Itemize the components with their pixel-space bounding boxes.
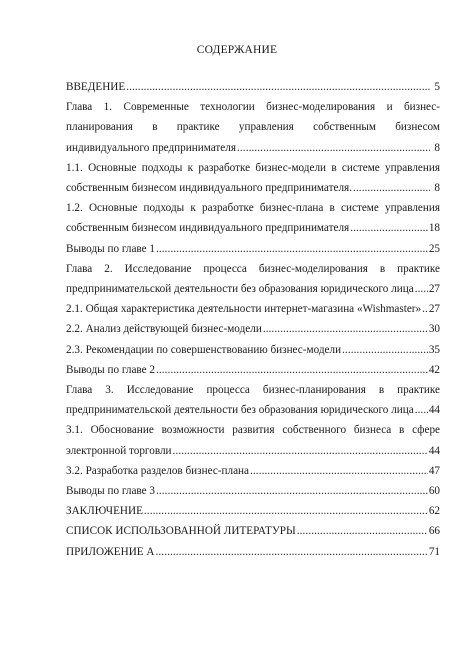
page-number: 42	[428, 363, 440, 376]
toc-entry-last-line	[66, 239, 440, 259]
toc-entry-last-line	[66, 178, 440, 198]
dot-leader	[173, 441, 428, 461]
toc-entry-last-line	[66, 218, 440, 238]
page-number: 8	[434, 141, 440, 154]
dot-leader	[156, 481, 428, 501]
table-of-contents	[66, 77, 440, 562]
toc-entry-last-line	[66, 319, 440, 339]
page-title: СОДЕРЖАНИЕ	[196, 44, 278, 56]
page-number: 60	[428, 485, 440, 498]
dot-leader	[415, 279, 428, 299]
toc-entry-title: 2.2. Анализ действующей бизнес-модели	[66, 323, 262, 336]
toc-entry	[66, 481, 440, 501]
toc-entry-title: ПРИЛОЖЕНИЕ А	[66, 545, 155, 558]
dot-leader	[422, 299, 428, 319]
toc-entry-title: собственным бизнесом индивидуального предпринимателя	[66, 222, 350, 235]
toc-entry-title: Выводы по главе 2	[66, 363, 155, 376]
toc-entry	[66, 299, 440, 319]
toc-entry	[66, 542, 440, 562]
page-number: 30	[428, 323, 440, 336]
page-number: 44	[428, 404, 440, 417]
toc-entry-title: СПИСОК ИСПОЛЬЗОВАННОЙ ЛИТЕРАТУРЫ	[66, 525, 296, 538]
toc-entry-line: 1.2. Основные подходы к разработке бизнес-плана в системе управления	[66, 202, 440, 215]
page-number: 71	[428, 545, 440, 558]
toc-entry	[66, 319, 440, 339]
toc-entry-title: ВВЕДЕНИЕ	[66, 81, 126, 93]
page-number: 62	[428, 505, 440, 518]
toc-entry-last-line	[66, 77, 440, 97]
toc-entry-last-line	[66, 461, 440, 481]
dot-leader	[156, 542, 428, 562]
toc-entry-line: Глава 3. Исследование процесса бизнес-планирования в практике	[66, 384, 440, 397]
toc-entry-line: Глава 2. Исследование процесса бизнес-моделирования в практике	[66, 262, 440, 275]
page-number: 18	[428, 222, 440, 235]
page-number: 25	[428, 242, 440, 255]
page-number: 66	[428, 525, 440, 538]
toc-entry-title: 2.1. Общая характеристика деятельности интернет-магазина «Wishmaster»	[66, 303, 422, 316]
toc-entry	[66, 521, 440, 541]
page-number: 27	[428, 303, 440, 316]
dot-leader	[250, 461, 428, 481]
toc-entry-last-line	[66, 360, 440, 380]
toc-entry-title: 2.3. Рекомендации по совершенствованию бизнес-модели	[66, 343, 342, 356]
toc-entry	[66, 158, 440, 198]
dot-leader	[353, 178, 430, 198]
page-number: 8	[434, 182, 440, 195]
toc-entry-last-line	[66, 441, 440, 461]
dot-leader	[350, 218, 428, 238]
dot-leader	[297, 521, 428, 541]
toc-entry	[66, 340, 440, 360]
toc-entry-title: собственным бизнесом индивидуального предпринимателя.	[66, 182, 352, 195]
toc-entry-last-line	[66, 542, 440, 562]
toc-entry-last-line	[66, 400, 440, 420]
toc-entry-title: электронной торговли	[66, 444, 172, 457]
toc-entry	[66, 77, 440, 97]
toc-entry-title: Выводы по главе 1	[66, 242, 155, 255]
toc-entry-line: 3.1. Обоснование возможности развития собственного бизнеса в сфере	[66, 424, 440, 437]
toc-entry-title: предпринимательской деятельности без образования юридического лица	[66, 283, 414, 296]
toc-entry	[66, 239, 440, 259]
toc-entry-last-line	[66, 138, 440, 158]
toc-entry-title: предпринимательской деятельности без образования юридического лица	[66, 404, 414, 417]
toc-entry-last-line	[66, 501, 440, 521]
toc-entry	[66, 501, 440, 521]
toc-entry-last-line	[66, 481, 440, 501]
toc-entry-title: 3.2. Разработка разделов бизнес-плана	[66, 464, 249, 477]
toc-entry-last-line	[66, 521, 440, 541]
toc-entry-last-line	[66, 340, 440, 360]
toc-entry	[66, 97, 440, 158]
toc-entry	[66, 380, 440, 420]
dot-leader	[415, 400, 428, 420]
dot-leader	[144, 501, 428, 521]
toc-entry-title: Выводы по главе 3	[66, 485, 155, 498]
toc-entry	[66, 420, 440, 460]
dot-leader	[156, 239, 428, 259]
page-number: 5	[434, 81, 440, 93]
dot-leader	[126, 77, 430, 97]
page-number: 27	[428, 283, 440, 296]
toc-entry-last-line	[66, 279, 440, 299]
dot-leader	[342, 340, 428, 360]
page-number: 35	[428, 343, 440, 356]
toc-entry-title: индивидуального предпринимателя	[66, 141, 236, 154]
toc-entry	[66, 259, 440, 299]
toc-entry-line: Глава 1. Современные технологии бизнес-моделирования и бизнес-	[66, 101, 440, 114]
toc-entry-title: ЗАКЛЮЧЕНИЕ	[66, 505, 143, 518]
page-number: 44	[428, 444, 440, 457]
toc-entry-last-line	[66, 299, 440, 319]
page-number: 47	[428, 464, 440, 477]
toc-entry-line: 1.1. Основные подходы к разработке бизнес-модели в системе управления	[66, 161, 440, 174]
toc-entry-line: планирования в практике управления собственным бизнесом	[66, 121, 440, 134]
dot-leader	[237, 138, 430, 158]
dot-leader	[263, 319, 428, 339]
toc-entry	[66, 461, 440, 481]
dot-leader	[156, 360, 428, 380]
toc-entry	[66, 198, 440, 238]
toc-entry	[66, 360, 440, 380]
